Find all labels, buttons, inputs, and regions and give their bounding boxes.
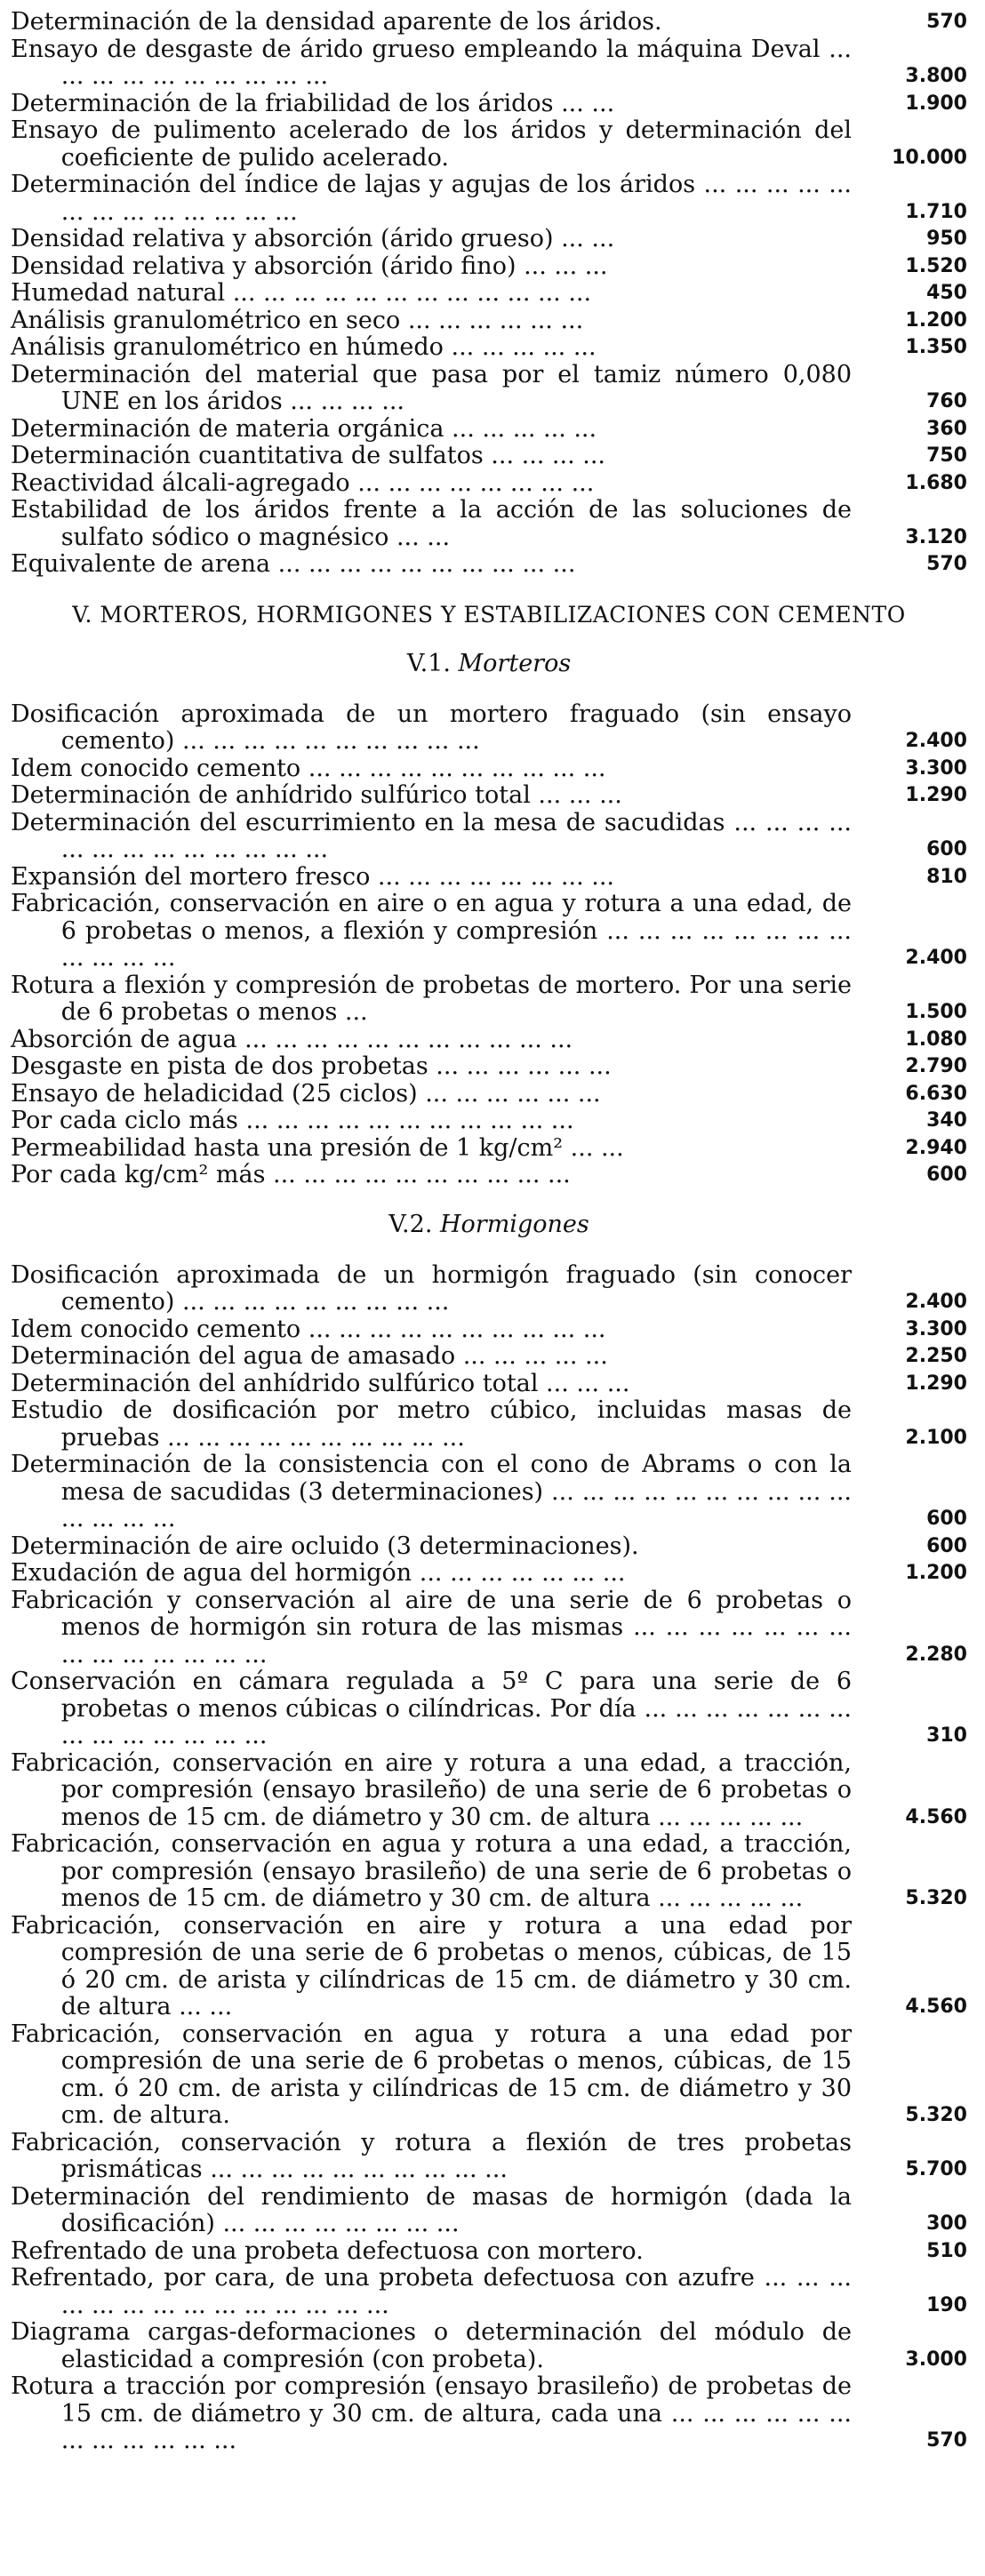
item-description: Estabilidad de los áridos frente a la acción de las soluciones de sulfato sódico o magnésico ... ...	[11, 496, 852, 551]
item-description: Idem conocido cemento ... ... ... ... ... ... ... ... ... ...	[11, 754, 606, 782]
item-description: Ensayo de pulimento acelerado de los áridos y determinación del coeficiente de pulido acelerado.	[11, 116, 852, 172]
item-price: 5.320	[905, 1887, 967, 1909]
item-description: Determinación de anhídrido sulfúrico total ... ... ...	[11, 781, 622, 809]
item-description: Determinación cuantitativa de sulfatos ... ... ... ...	[11, 442, 606, 469]
item-description: Dosificación aproximada de un hormigón fraguado (sin conocer cemento) ... ... ... ... ... ... ... ... ...	[11, 1260, 852, 1316]
item-description: Determinación del rendimiento de masas de hormigón (dada la dosificación) ... ... ... ... ... ... ... ...	[11, 2182, 852, 2237]
item-price: 5.700	[905, 2158, 967, 2180]
subsection-title-hormigones	[11, 1211, 967, 1239]
item-price: 2.400	[905, 1291, 967, 1313]
price-row	[11, 972, 967, 1027]
subsection-number: V.2.	[388, 1210, 433, 1238]
price-row	[11, 2373, 967, 2455]
subsection-name: Hormigones	[440, 1210, 589, 1238]
item-description: Determinación de la densidad aparente de los áridos.	[11, 8, 662, 36]
document-page	[11, 9, 967, 2455]
item-price: 950	[926, 228, 967, 250]
price-row	[11, 1913, 967, 2021]
price-row	[11, 334, 967, 362]
item-price: 5.320	[905, 2104, 967, 2126]
price-row	[11, 280, 967, 308]
price-row	[11, 9, 967, 36]
item-description: Análisis granulométrico en seco ... ... ... ... ... ...	[11, 306, 584, 334]
price-row	[11, 1831, 967, 1913]
price-row	[11, 253, 967, 281]
item-price: 3.300	[905, 756, 967, 780]
price-row	[11, 91, 967, 118]
price-row	[11, 2021, 967, 2130]
item-description: Determinación del índice de lajas y agujas de los áridos ... ... ... ... ... ... ... ... ... ... ... ... ...	[11, 171, 852, 226]
item-description: Absorción de agua ... ... ... ... ... ... ... ... ... ... ...	[11, 1025, 573, 1053]
item-description: Fabricación, conservación en aire y rotura a una edad por compresión de una serie de 6 probetas o menos, cúbicas, de 15 ó 20 cm. de arista y cilíndricas de 15 cm. de diámetro y 30 cm. de altura ... ...	[11, 1911, 852, 2020]
item-description: Determinación del material que pasa por el tamiz número 0,080 UNE en los áridos ... ... ... ...	[11, 360, 852, 415]
price-row	[11, 1081, 967, 1108]
item-price: 570	[926, 2429, 967, 2452]
item-description: Por cada ciclo más ... ... ... ... ... ... ... ... ... ... ...	[11, 1107, 574, 1134]
price-row	[11, 1560, 967, 1588]
item-price: 570	[926, 11, 967, 33]
item-description: Fabricación, conservación en agua y rotura a una edad por compresión de una serie de 6 probetas o menos, cúbicas, de 15 cm. ó 20 cm. de arista y cilíndricas de 15 cm. de diámetro y 30 cm. de altura.	[11, 2020, 852, 2129]
item-description: Ensayo de heladicidad (25 ciclos) ... ... ... ... ... ...	[11, 1079, 601, 1108]
item-description: Determinación del anhídrido sulfúrico total ... ... ...	[11, 1369, 630, 1397]
item-description: Conservación en cámara regulada a 5º C para una serie de 6 probetas o menos cúbicas o cilíndricas. Por día ... ... ... ... ... ... ... ... ... ... ... ... ... ...	[11, 1668, 852, 1749]
item-description: Idem conocido cemento ... ... ... ... ... ... ... ... ... ...	[11, 1315, 606, 1343]
item-description: Refrentado, por cara, de una probeta defectuosa con azufre ... ... ... ... ... ... ... ... ... ... ... ... ... ...	[11, 2264, 852, 2319]
item-description: Ensayo de desgaste de árido grueso empleando la máquina Deval ... ... ... ... ... ... ... ... ... ...	[11, 35, 852, 90]
item-price: 750	[926, 444, 967, 467]
item-price: 1.680	[905, 471, 967, 494]
item-description: Reactividad álcali-agregado ... ... ... ... ... ... ... ...	[11, 468, 595, 497]
price-row	[11, 1588, 967, 1669]
item-price: 4.560	[905, 1996, 967, 2018]
item-description: Determinación de aire ocluido (3 determinaciones).	[11, 1532, 639, 1560]
price-row	[11, 497, 967, 551]
item-description: Permeabilidad hasta una presión de 1 kg/cm² ... ...	[11, 1133, 624, 1162]
price-row	[11, 443, 967, 470]
item-price: 190	[926, 2293, 967, 2316]
item-price: 600	[926, 1164, 967, 1186]
price-row	[11, 1343, 967, 1371]
price-row	[11, 1108, 967, 1135]
item-price: 1.290	[905, 1372, 967, 1395]
price-row	[11, 810, 967, 864]
item-description: Rotura a tracción por compresión (ensayo brasileño) de probetas de 15 cm. de diámetro y 30 cm. de altura, cada una ... ... ... ... ... ... ... ... ... ... ... ...	[11, 2372, 852, 2454]
item-price: 2.100	[905, 1426, 967, 1449]
price-row	[11, 1397, 967, 1452]
aridos-price-list	[11, 9, 967, 579]
item-price: 570	[926, 553, 967, 575]
subsection-title-morteros	[11, 650, 967, 678]
price-row	[11, 891, 967, 972]
price-row	[11, 1533, 967, 1561]
item-price: 6.630	[905, 1082, 967, 1105]
price-row	[11, 1053, 967, 1081]
hormigones-price-list	[11, 1262, 967, 2455]
price-row	[11, 1668, 967, 1750]
price-row	[11, 1750, 967, 1832]
item-description: Fabricación y conservación al aire de una serie de 6 probetas o menos de hormigón sin rotura de las mismas ... ... ... ... ... ... ... ... ... ... ... ... ... ...	[11, 1586, 852, 1668]
item-price: 3.800	[905, 65, 967, 87]
item-price: 760	[926, 390, 967, 412]
price-row	[11, 2238, 967, 2266]
item-price: 340	[926, 1109, 967, 1132]
item-description: Determinación del escurrimiento en la mesa de sacudidas ... ... ... ... ... ... ... ... ... ... ... ... ...	[11, 808, 852, 863]
item-description: Determinación del agua de amasado ... ... ... ... ...	[11, 1342, 608, 1370]
price-row	[11, 1452, 967, 1533]
price-row	[11, 226, 967, 253]
item-description: Exudación de agua del hormigón ... ... ... ... ... ... ...	[11, 1559, 626, 1587]
item-description: Estudio de dosificación por metro cúbico, incluidas masas de pruebas ... ... ... ... ... ... ... ... ... ...	[11, 1396, 852, 1452]
price-row	[11, 362, 967, 416]
price-row	[11, 416, 967, 444]
price-row	[11, 756, 967, 783]
item-price: 310	[926, 1724, 967, 1747]
item-price: 1.200	[905, 308, 967, 332]
item-price: 1.200	[905, 1562, 967, 1584]
item-price: 450	[926, 282, 967, 304]
price-row	[11, 2265, 967, 2319]
item-description: Densidad relativa y absorción (árido fino) ... ... ...	[11, 252, 608, 280]
item-price: 1.520	[905, 254, 967, 277]
subsection-name: Morteros	[458, 649, 572, 677]
item-description: Fabricación, conservación en agua y rotura a una edad, a tracción, por compresión (ensayo brasileño) de una serie de 6 probetas o menos de 15 cm. de diámetro y 30 cm. de altura ... ... ... ... ...	[11, 1830, 852, 1912]
price-row	[11, 1027, 967, 1054]
item-price: 2.940	[905, 1136, 967, 1159]
price-row	[11, 470, 967, 498]
item-price: 300	[926, 2212, 967, 2235]
price-row	[11, 36, 967, 91]
item-price: 3.300	[905, 1317, 967, 1340]
item-description: Por cada kg/cm² más ... ... ... ... ... ... ... ... ... ...	[11, 1161, 571, 1188]
price-row	[11, 551, 967, 579]
item-price: 2.400	[905, 730, 967, 752]
item-description: Determinación de la friabilidad de los áridos ... ...	[11, 89, 615, 117]
item-description: Fabricación, conservación y rotura a flexión de tres probetas prismáticas ... ... ... ... ... ... ... ... ... ...	[11, 2128, 852, 2183]
price-row	[11, 2184, 967, 2238]
item-price: 600	[926, 1534, 967, 1557]
item-price: 810	[926, 865, 967, 888]
price-row	[11, 2319, 967, 2373]
item-price: 2.400	[905, 947, 967, 969]
item-price: 1.350	[905, 336, 967, 358]
item-price: 2.250	[905, 1345, 967, 1367]
price-row	[11, 1135, 967, 1163]
item-price: 3.000	[905, 2348, 967, 2371]
item-description: Determinación de la consistencia con el cono de Abrams o con la mesa de sacudidas (3 determinaciones) ... ... ... ... ... ... ... ... ... ... ... ... ... ...	[11, 1451, 852, 1532]
item-description: Diagrama cargas-deformaciones o determinación del módulo de elasticidad a compresión (con probeta).	[11, 2318, 852, 2373]
item-price: 360	[926, 417, 967, 440]
price-row	[11, 1162, 967, 1189]
subsection-number: V.1.	[406, 649, 451, 677]
price-row	[11, 782, 967, 810]
item-price: 1.290	[905, 784, 967, 806]
item-price: 1.710	[905, 200, 967, 223]
price-row	[11, 2130, 967, 2184]
item-description: Equivalente de arena ... ... ... ... ... ... ... ... ... ...	[11, 550, 576, 578]
item-description: Rotura a flexión y compresión de probetas de mortero. Por una serie de 6 probetas o menos ...	[11, 971, 852, 1026]
item-description: Desgaste en pista de dos probetas ... ... ... ... ... ...	[11, 1052, 612, 1080]
item-description: Expansión del mortero fresco ... ... ... ... ... ... ... ...	[11, 862, 614, 891]
price-row	[11, 308, 967, 335]
item-description: Humedad natural ... ... ... ... ... ... ... ... ... ... ... ...	[11, 279, 592, 307]
item-description: Refrentado de una probeta defectuosa con mortero.	[11, 2236, 644, 2265]
item-price: 600	[926, 838, 967, 860]
section-heading: V. MORTEROS, HORMIGONES Y ESTABILIZACIONES CON CEMENTO	[72, 601, 906, 628]
item-description: Fabricación, conservación en aire o en agua y rotura a una edad, de 6 probetas o menos, a flexión y compresión ... ... ... ... ... ... ... ... ... ... ... ...	[11, 890, 852, 972]
item-price: 1.080	[905, 1028, 967, 1051]
item-price: 510	[926, 2239, 967, 2262]
item-price: 600	[926, 1508, 967, 1530]
item-price: 1.500	[905, 1001, 967, 1023]
item-description: Análisis granulométrico en húmedo ... ... ... ... ...	[11, 333, 597, 361]
item-price: 3.120	[905, 525, 967, 548]
price-row	[11, 117, 967, 172]
item-price: 4.560	[905, 1805, 967, 1828]
item-description: Determinación de materia orgánica ... ... ... ... ...	[11, 414, 597, 443]
price-row	[11, 1316, 967, 1344]
price-row	[11, 701, 967, 756]
price-row	[11, 172, 967, 226]
item-description: Densidad relativa y absorción (árido grueso) ... ...	[11, 225, 615, 252]
price-row	[11, 1371, 967, 1398]
price-row	[11, 864, 967, 892]
item-price: 1.900	[905, 92, 967, 115]
item-price: 2.790	[905, 1055, 967, 1077]
item-price: 2.280	[905, 1643, 967, 1666]
morteros-price-list	[11, 701, 967, 1189]
item-description: Dosificación aproximada de un mortero fraguado (sin ensayo cemento) ... ... ... ... ... ... ... ... ... ...	[11, 700, 852, 755]
item-description: Fabricación, conservación en aire y rotura a una edad, a tracción, por compresión (ensayo brasileño) de una serie de 6 probetas o menos de 15 cm. de diámetro y 30 cm. de altura ... ... ... ... ...	[11, 1748, 852, 1831]
price-row	[11, 1262, 967, 1316]
item-price: 10.000	[892, 146, 967, 169]
